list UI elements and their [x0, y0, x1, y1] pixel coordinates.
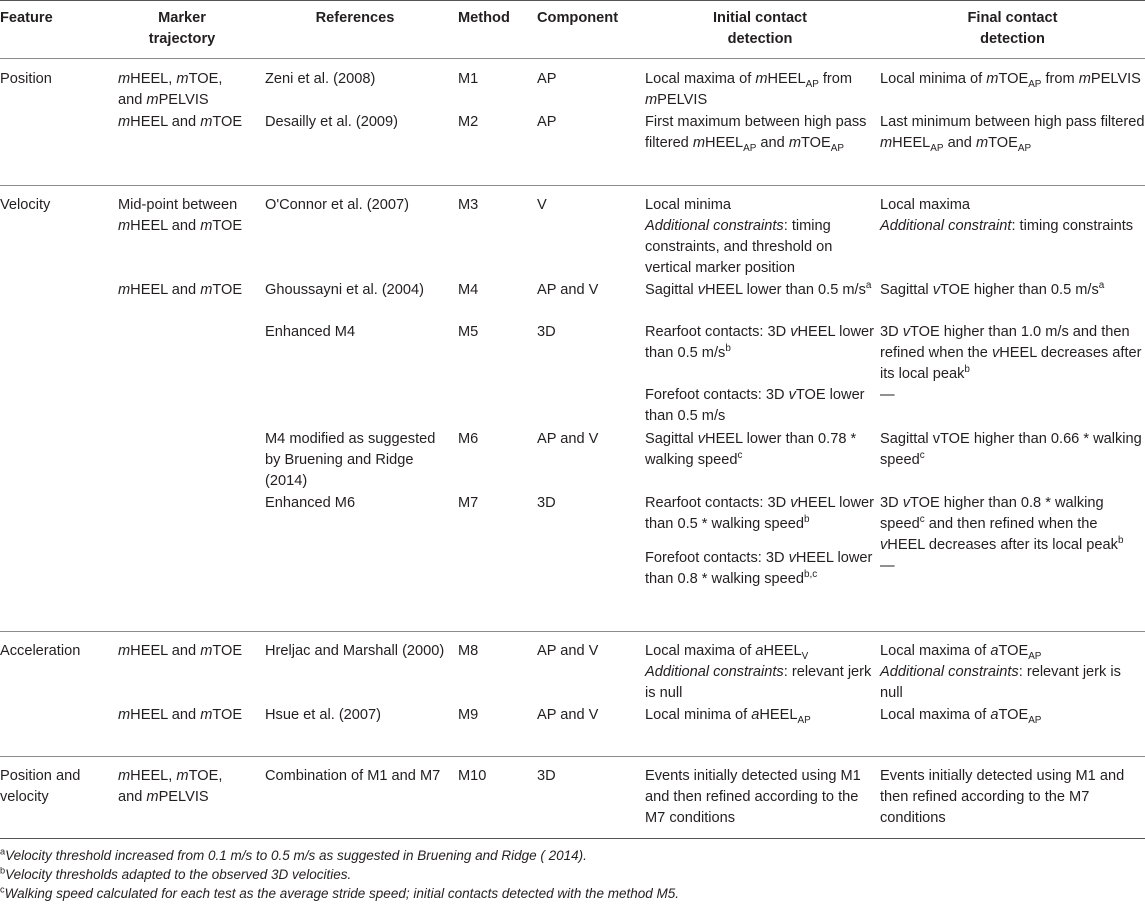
- method-cell: M10: [458, 768, 487, 784]
- method-cell: M4: [458, 282, 479, 298]
- component-cell: 3D: [537, 768, 556, 784]
- reference-cell: Enhanced M6: [265, 495, 356, 511]
- marker-cell: mHEEL, mTOE, and mPELVIS: [118, 71, 223, 108]
- marker-cell: mHEEL and mTOE: [118, 643, 243, 659]
- final-contact-cell: Local maxima Additional constraint: timing constraints: [880, 197, 1134, 234]
- marker-cell: mHEEL and mTOE: [118, 707, 243, 723]
- header-marker-trajectory: Marker trajectory: [148, 10, 216, 47]
- final-contact-cell: 3D vTOE higher than 0.8 * walking speed$^c$ and then refined when the vHEEL decreases after its local peak$^b$ —: [880, 495, 1124, 574]
- table-row: [0, 429, 1145, 492]
- method-cell: M7: [458, 495, 479, 511]
- component-cell: V: [537, 197, 547, 213]
- final-contact-cell: Last minimum between high pass filtered mHEEL$_{AP}$ and mTOE$_{AP}$: [880, 114, 1145, 154]
- component-cell: AP and V: [537, 431, 599, 447]
- initial-contact-cell: Local minima of aHEEL$_{AP}$: [645, 707, 811, 726]
- reference-cell: Zeni et al. (2008): [265, 71, 376, 87]
- final-contact-cell: Sagittal vTOE higher than 0.66 * walking speed$^c$: [880, 431, 1142, 468]
- header-feature: Feature: [0, 10, 53, 26]
- component-cell: 3D: [537, 495, 556, 511]
- initial-contact-cell: Rearfoot contacts: 3D vHEEL lower than 0.5 $m/s^b$ Forefoot contacts: 3D vTOE lower than 0.5 m/s: [645, 324, 875, 424]
- final-contact-cell: Local minima of mTOE$_{AP}$ from mPELVIS: [880, 71, 1141, 90]
- component-cell: AP and V: [537, 282, 599, 298]
- component-cell: AP and V: [537, 643, 599, 659]
- initial-contact-cell: Local minima Additional constraints: timing constraints, and threshold on vertical marker position: [645, 197, 833, 276]
- reference-cell: Desailly et al. (2009): [265, 114, 399, 130]
- table-footnotes: [0, 846, 1145, 903]
- marker-cell: mHEEL and mTOE: [118, 282, 243, 298]
- feature-cell: Acceleration: [0, 643, 81, 659]
- header-references: References: [315, 10, 395, 26]
- table-header: [0, 8, 1145, 53]
- component-cell: AP: [537, 71, 557, 87]
- table-row: [0, 112, 1145, 175]
- final-contact-cell: Sagittal vTOE higher than 0.5 $m/s^a$: [880, 280, 1105, 298]
- footnote-c: $^c$Walking speed calculated for each test as the average stride speed; initial contacts detected with the method M5.: [0, 884, 679, 901]
- method-cell: M6: [458, 431, 479, 447]
- method-cell: M1: [458, 71, 479, 87]
- table-row: [0, 493, 1145, 623]
- reference-cell: Hreljac and Marshall (2000): [265, 643, 445, 659]
- table-row: [0, 280, 1145, 322]
- method-cell: M5: [458, 324, 479, 340]
- marker-cell: mHEEL and mTOE: [118, 114, 243, 130]
- table-row: [0, 195, 1145, 279]
- footnote-b: $^b$Velocity thresholds adapted to the observed 3D velocities.: [0, 865, 352, 882]
- method-cell: M8: [458, 643, 479, 659]
- final-contact-cell: Local maxima of aTOE$_{AP}$: [880, 707, 1042, 726]
- method-cell: M9: [458, 707, 479, 723]
- initial-contact-cell: Local maxima of mHEEL$_{AP}$ from mPELVIS: [645, 71, 853, 108]
- header-initial-contact: Initial contact detection: [712, 10, 808, 47]
- table-row: [0, 705, 1145, 747]
- method-cell: M3: [458, 197, 479, 213]
- feature-cell: Position and velocity: [0, 768, 81, 805]
- feature-cell: Velocity: [0, 197, 51, 213]
- final-contact-cell: Local maxima of aTOE$_{AP}$ Additional constraints: relevant jerk is null: [880, 643, 1121, 701]
- table-row: [0, 322, 1145, 428]
- header-final-contact: Final contact detection: [967, 10, 1058, 47]
- table-row: [0, 69, 1145, 111]
- reference-cell: Hsue et al. (2007): [265, 707, 382, 723]
- table-row: [0, 766, 1145, 829]
- table-row: [0, 641, 1145, 704]
- component-cell: AP: [537, 114, 557, 130]
- final-contact-cell: 3D vTOE higher than 1.0 m/s and then refined when the vHEEL decreases after its local peak$^b$ —: [880, 324, 1142, 403]
- reference-cell: Ghoussayni et al. (2004): [265, 282, 424, 298]
- component-cell: AP and V: [537, 707, 599, 723]
- initial-contact-cell: Rearfoot contacts: 3D vHEEL lower than 0.5 * walking speed$^b$ Forefoot contacts: 3D vHEEL lower than 0.8 * walking speed$^{b,c}$: [645, 495, 875, 587]
- reference-cell: Combination of M1 and M7: [265, 768, 441, 784]
- reference-cell: O'Connor et al. (2007): [265, 197, 409, 213]
- marker-cell: mHEEL, mTOE, and mPELVIS: [118, 768, 223, 805]
- feature-cell: Position: [0, 71, 52, 87]
- reference-cell: M4 modified as suggested by Bruening and Ridge (2014): [265, 431, 436, 489]
- initial-contact-cell: Local maxima of aHEEL$_V$ Additional constraints: relevant jerk is null: [645, 643, 872, 701]
- component-cell: 3D: [537, 324, 556, 340]
- final-contact-cell: Events initially detected using M1 and then refined according to the M7 conditions: [880, 768, 1125, 826]
- header-component: Component: [537, 10, 619, 26]
- initial-contact-cell: Sagittal vHEEL lower than 0.78 * walking speed$^c$: [645, 431, 857, 468]
- method-cell: M2: [458, 114, 479, 130]
- footnote-a: $^a$Velocity threshold increased from 0.1 m/s to 0.5 m/s as suggested in Bruening and Ridge ( 2014).: [0, 846, 587, 863]
- marker-cell: Mid-point between mHEEL and mTOE: [118, 197, 243, 234]
- initial-contact-cell: Events initially detected using M1 and then refined according to the M7 conditions: [645, 768, 861, 826]
- initial-contact-cell: First maximum between high pass filtered mHEEL$_{AP}$ and mTOE$_{AP}$: [645, 114, 867, 154]
- initial-contact-cell: Sagittal vHEEL lower than 0.5 $m/s^a$: [645, 280, 872, 298]
- reference-cell: Enhanced M4: [265, 324, 356, 340]
- header-method: Method: [458, 10, 510, 26]
